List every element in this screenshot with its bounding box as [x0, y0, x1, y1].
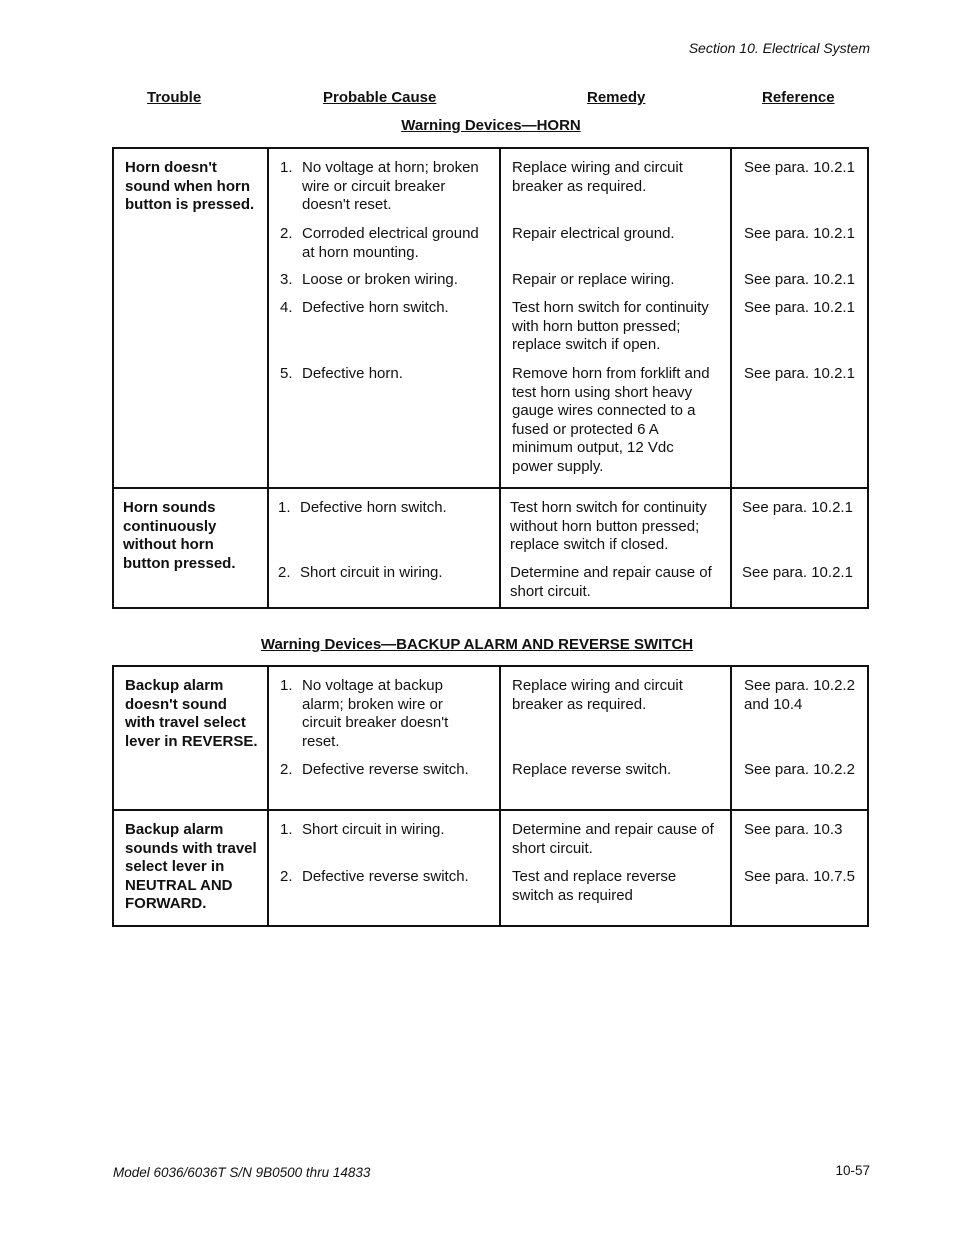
page-number: 10-57: [835, 1163, 870, 1178]
reference-line: See para. 10.2.1: [742, 564, 853, 581]
remedy-line: Replace wiring and circuit: [512, 677, 683, 694]
cause-number: 1.: [280, 159, 293, 176]
probable-cause-line: reset.: [302, 732, 340, 750]
remedy-line: short circuit.: [512, 839, 593, 857]
probable-cause-line: Defective reverse switch.: [302, 761, 469, 778]
probable-cause-line: Defective reverse switch.: [302, 868, 469, 885]
remedy-line: without horn button pressed;: [510, 517, 700, 535]
remedy: [512, 761, 671, 780]
trouble-description-line: button is pressed.: [125, 196, 255, 214]
remedy: [512, 271, 675, 290]
remedy-line: with horn button pressed;: [512, 317, 681, 335]
reference: [744, 159, 855, 178]
reference: [742, 499, 853, 518]
remedy-line: Test and replace reverse: [512, 868, 677, 885]
column-divider: [499, 811, 501, 925]
trouble-description-line: Backup alarm: [125, 677, 224, 694]
probable-cause-line: doesn't reset.: [302, 196, 392, 214]
reference-line: See para. 10.2.2: [744, 677, 855, 694]
probable-cause: [302, 365, 403, 384]
section-title-backup-alarm: Warning Devices—BACKUP ALARM AND REVERSE SWITCH: [260, 636, 694, 653]
probable-cause: [302, 761, 469, 780]
cause-number: 1.: [280, 821, 293, 838]
probable-cause: [300, 564, 443, 583]
reference-line: and 10.4: [744, 695, 803, 713]
probable-cause-line: at horn mounting.: [302, 243, 419, 261]
column-header-cause: Probable Cause: [323, 89, 437, 106]
trouble-description: [125, 677, 258, 751]
trouble-description-line: sounds with travel: [125, 839, 257, 857]
probable-cause-line: wire or circuit breaker: [302, 177, 446, 195]
trouble-group: [114, 667, 867, 809]
column-divider: [499, 149, 501, 487]
probable-cause: [302, 271, 458, 290]
column-divider: [267, 811, 269, 925]
remedy-line: fused or protected 6 A: [512, 420, 659, 438]
trouble-group: [114, 809, 867, 925]
remedy-line: Remove horn from forklift and: [512, 365, 710, 382]
probable-cause-line: alarm; broken wire or: [302, 695, 443, 713]
column-header-reference: Reference: [762, 89, 835, 106]
remedy: [510, 564, 712, 601]
trouble-description-line: Horn sounds: [123, 499, 216, 516]
reference-line: See para. 10.7.5: [744, 868, 855, 885]
trouble-description: [125, 159, 254, 215]
probable-cause: [302, 299, 449, 318]
column-divider: [499, 667, 501, 809]
reference-line: See para. 10.2.1: [744, 159, 855, 176]
reference: [744, 271, 855, 290]
remedy: [512, 868, 676, 905]
reference: [744, 677, 855, 714]
reference: [744, 365, 855, 384]
trouble-description: [125, 821, 257, 914]
probable-cause-line: circuit breaker doesn't: [302, 714, 449, 732]
column-divider: [267, 489, 269, 607]
column-divider: [730, 149, 732, 487]
trouble-description: [123, 499, 236, 573]
remedy-line: switch as required: [512, 886, 633, 904]
reference: [744, 225, 855, 244]
reference: [744, 299, 855, 318]
reference-line: See para. 10.2.1: [744, 225, 855, 242]
probable-cause: [302, 225, 479, 262]
probable-cause: [302, 821, 445, 840]
trouble-description-line: continuously: [123, 517, 217, 535]
reference: [744, 868, 855, 887]
column-header-trouble: Trouble: [147, 89, 202, 106]
reference-line: See para. 10.2.1: [744, 271, 855, 288]
column-header-remedy: Remedy: [587, 89, 646, 106]
reference-line: See para. 10.2.1: [742, 499, 853, 516]
cause-number: 5.: [280, 365, 293, 382]
reference-line: See para. 10.2.2: [744, 761, 855, 778]
column-divider: [730, 811, 732, 925]
remedy: [512, 821, 714, 858]
remedy-line: minimum output, 12 Vdc: [512, 439, 674, 457]
probable-cause-line: Short circuit in wiring.: [300, 564, 443, 581]
remedy: [512, 225, 675, 244]
trouble-description-line: without horn: [123, 536, 214, 554]
column-divider: [267, 667, 269, 809]
horn-trouble-table: [112, 147, 869, 609]
remedy: [512, 299, 709, 355]
cause-number: 2.: [280, 225, 293, 242]
probable-cause-line: No voltage at horn; broken: [302, 159, 479, 176]
reference-line: See para. 10.2.1: [744, 365, 855, 382]
probable-cause-line: Corroded electrical ground: [302, 225, 479, 242]
reference: [742, 564, 853, 583]
remedy-line: test horn using short heavy: [512, 383, 693, 401]
remedy: [510, 499, 707, 555]
remedy-line: Determine and repair cause of: [512, 821, 714, 838]
remedy-line: Replace reverse switch.: [512, 761, 672, 778]
reference-line: See para. 10.2.1: [744, 299, 855, 316]
remedy-line: Repair or replace wiring.: [512, 271, 675, 288]
remedy-line: replace switch if closed.: [510, 536, 669, 554]
cause-number: 2.: [278, 564, 291, 581]
trouble-group: [114, 149, 867, 487]
remedy-line: breaker as required.: [512, 177, 647, 195]
cause-number: 1.: [278, 499, 291, 516]
cause-number: 2.: [280, 868, 293, 885]
trouble-description-line: button pressed.: [123, 554, 236, 572]
footer-model: Model 6036/6036T S/N 9B0500 thru 14833: [113, 1165, 371, 1180]
cause-number: 2.: [280, 761, 293, 778]
probable-cause-line: Defective horn.: [302, 365, 403, 382]
trouble-description-line: select lever in: [125, 858, 225, 876]
remedy-line: replace switch if open.: [512, 336, 661, 354]
reference-line: See para. 10.3: [744, 821, 843, 838]
remedy-line: Test horn switch for continuity: [512, 299, 709, 316]
trouble-description-line: lever in REVERSE.: [125, 732, 258, 750]
column-divider: [730, 489, 732, 607]
running-header: Section 10. Electrical System: [688, 40, 870, 56]
probable-cause-line: Loose or broken wiring.: [302, 271, 458, 288]
probable-cause: [302, 868, 469, 887]
cause-number: 1.: [280, 677, 293, 694]
remedy-line: breaker as required.: [512, 695, 647, 713]
cause-number: 3.: [280, 271, 293, 288]
probable-cause: [300, 499, 447, 518]
probable-cause-line: Defective horn switch.: [300, 499, 447, 516]
section-title-horn: Warning Devices—HORN: [401, 117, 581, 134]
trouble-description-line: with travel select: [125, 714, 246, 732]
trouble-description-line: doesn't sound: [125, 695, 227, 713]
reference: [744, 761, 855, 780]
remedy-line: Replace wiring and circuit: [512, 159, 683, 176]
remedy-line: gauge wires connected to a: [512, 402, 696, 420]
cause-number: 4.: [280, 299, 293, 316]
trouble-description-line: Horn doesn't: [125, 159, 217, 176]
trouble-description-line: FORWARD.: [125, 895, 207, 913]
remedy-line: short circuit.: [510, 582, 591, 600]
column-divider: [267, 149, 269, 487]
reference: [744, 821, 842, 840]
column-divider: [499, 489, 501, 607]
remedy-line: power supply.: [512, 457, 604, 475]
remedy: [512, 159, 683, 196]
probable-cause-line: No voltage at backup: [302, 677, 443, 694]
trouble-description-line: sound when horn: [125, 177, 250, 195]
trouble-description-line: NEUTRAL AND: [125, 876, 233, 894]
probable-cause-line: Defective horn switch.: [302, 299, 449, 316]
remedy: [512, 677, 683, 714]
probable-cause: [302, 677, 448, 751]
remedy-line: Test horn switch for continuity: [510, 499, 707, 516]
trouble-description-line: Backup alarm: [125, 821, 224, 838]
remedy: [512, 365, 710, 477]
probable-cause-line: Short circuit in wiring.: [302, 821, 445, 838]
backup-alarm-trouble-table: [112, 665, 869, 927]
column-divider: [730, 667, 732, 809]
remedy-line: Determine and repair cause of: [510, 564, 712, 581]
trouble-group: [114, 487, 867, 607]
probable-cause: [302, 159, 479, 215]
remedy-line: Repair electrical ground.: [512, 225, 675, 242]
